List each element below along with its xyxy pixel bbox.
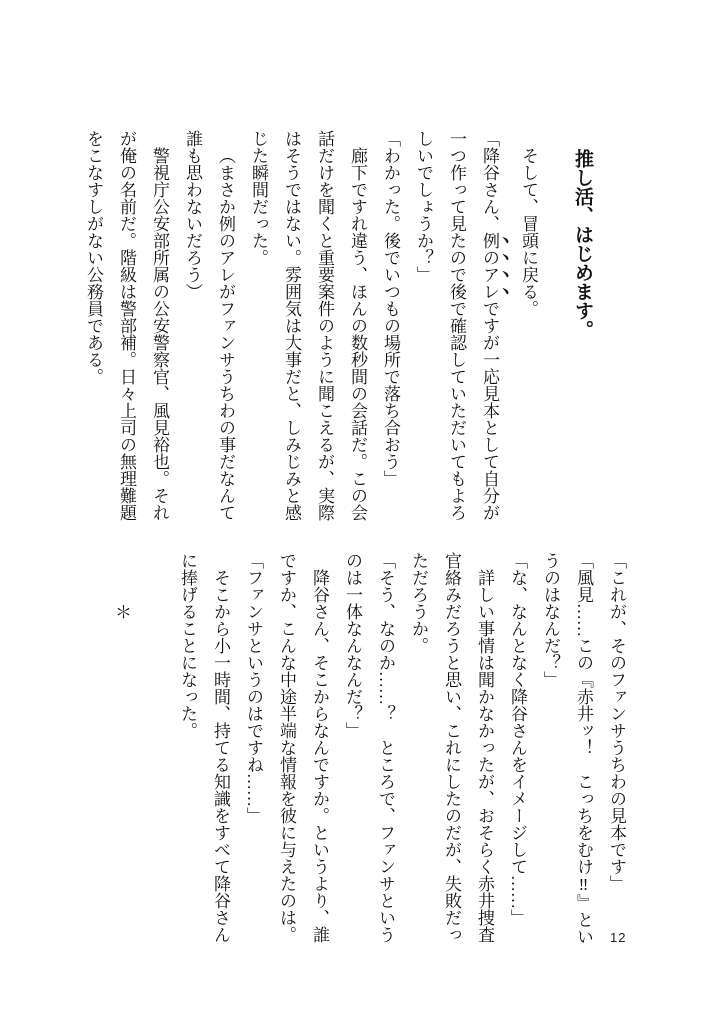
chapter-heading: 推し活、はじめます。: [572, 149, 593, 339]
paragraph: そこから小一時間、持てる知識をすべて降谷さんに捧げることになった。: [178, 552, 230, 943]
dialogue-text: ですが一応見本として自分が一つ作って見たので後で確認していただいてもよろしいでしょうか？」: [414, 130, 499, 521]
paragraph: 廊下ですれ違う、ほんの数秒間の会話だ。この会話だけを聞くと重要案件のように聞こえるが、実際はそうではない。雰囲気は大事だと、しみじみと感じた瞬間だった。: [249, 130, 367, 521]
dialogue-text: 「降谷さん、: [480, 130, 499, 232]
paragraph: 詳しい事情は聞かなかったが、おそらく赤井捜査官絡みだろうと思い、これにしたのだが、失敗だっただろうか。: [409, 552, 494, 943]
paragraph: そして、冒頭に戻る。: [519, 147, 538, 317]
paragraph: 降谷さん、そこからなんですか。というより、誰ですか、こんな中途半端な情報を彼に与えたのは。: [277, 552, 329, 943]
paragraph-dialogue: [407, 130, 512, 525]
paragraph-dialogue: 「風見……この『赤井ッ！ こっちをむけ‼』というのはなんだ？」: [541, 552, 593, 945]
page-number: 12: [610, 930, 627, 945]
paragraph: 警視庁公安部所属の公安警察官、風見裕也。それが俺の名前だ。階級は警部補。日々上司の無理難題をこなすしがない公務員である。: [84, 130, 169, 521]
section-break-asterisk: ＊: [112, 603, 131, 620]
top-text-block: [77, 130, 600, 525]
paragraph-inner-thought: （まさか例のアレがファンサうちわの事だなんて誰も思わないだろう）: [183, 130, 235, 521]
paragraph-dialogue: 「わかった。後でいつもの場所で落ち合おう」: [381, 130, 400, 487]
emphasized-text: 例のアレ: [480, 232, 499, 300]
paragraph-dialogue: 「ファンサというのはですね……」: [244, 552, 263, 824]
bottom-text-block: [105, 552, 633, 947]
paragraph-dialogue: 「これが、そのファンサうちわの見本です」: [607, 552, 626, 892]
paragraph-dialogue: 「そう、なのか……？ ところで、ファンサというのは一体なんなんだ？」: [343, 552, 395, 943]
paragraph-dialogue: 「な、なんとなく降谷さんをイメージして……」: [508, 552, 527, 926]
